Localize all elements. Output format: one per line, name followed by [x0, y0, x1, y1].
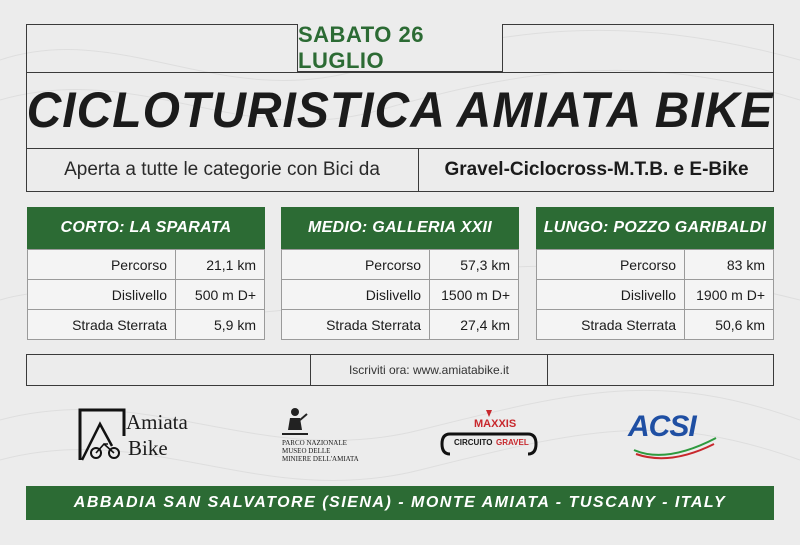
- amiata-bike-logo: [78, 406, 208, 464]
- row-value: 1500 m D+: [430, 280, 519, 310]
- table-row: [537, 280, 774, 310]
- table-row: [537, 310, 774, 340]
- route-title: MEDIO: GALLERIA XXII: [281, 207, 519, 249]
- row-value: 500 m D+: [176, 280, 265, 310]
- row-label: Percorso: [282, 250, 430, 280]
- row-label: Strada Sterrata: [282, 310, 430, 340]
- event-date: SABATO 26 LUGLIO: [297, 24, 503, 72]
- footer-location: ABBADIA SAN SALVATORE (SIENA) - MONTE AMIATA - TUSCANY - ITALY: [26, 486, 774, 520]
- logo-text: CIRCUITO: [454, 438, 493, 447]
- logo-text: MAXXIS: [474, 418, 517, 430]
- table-row: [282, 250, 519, 280]
- logo-text: MINIERE DELL'AMIATA: [282, 455, 359, 463]
- miner-icon: [280, 406, 310, 436]
- route-table: [536, 249, 774, 340]
- logo-text: PARCO NAZIONALE: [282, 439, 347, 447]
- row-value: 5,9 km: [176, 310, 265, 340]
- route-title: CORTO: LA SPARATA: [27, 207, 265, 249]
- route-table: [27, 249, 265, 340]
- row-value: 83 km: [685, 250, 774, 280]
- table-row: [28, 280, 265, 310]
- row-label: Dislivello: [282, 280, 430, 310]
- row-value: 57,3 km: [430, 250, 519, 280]
- row-value: 27,4 km: [430, 310, 519, 340]
- row-label: Percorso: [28, 250, 176, 280]
- route-title: LUNGO: POZZO GARIBALDI: [536, 207, 774, 249]
- logo-text: GRAVEL: [496, 438, 529, 447]
- event-subtitle: Aperta a tutte le categorie con Bici da: [64, 159, 380, 180]
- table-row: [28, 310, 265, 340]
- table-row: [282, 280, 519, 310]
- row-value: 1900 m D+: [685, 280, 774, 310]
- table-row: [537, 250, 774, 280]
- row-value: 21,1 km: [176, 250, 265, 280]
- signup-bar: [26, 354, 774, 386]
- acsi-logo: [626, 410, 722, 462]
- table-row: [282, 310, 519, 340]
- parco-nazionale-logo: [278, 406, 358, 466]
- mountain-bike-icon: [78, 406, 128, 462]
- table-row: [28, 250, 265, 280]
- row-value: 50,6 km: [685, 310, 774, 340]
- signup-link[interactable]: Iscriviti ora: www.amiatabike.it: [310, 355, 548, 385]
- row-label: Percorso: [537, 250, 685, 280]
- logo-text: Amiata: [126, 410, 188, 434]
- maxxis-circuito-gravel-logo: [436, 408, 542, 462]
- handlebar-icon: [436, 408, 542, 462]
- route-table: [281, 249, 519, 340]
- bike-categories: Gravel-Ciclocross-M.T.B. e E-Bike: [418, 148, 774, 192]
- row-label: Strada Sterrata: [537, 310, 685, 340]
- row-label: Strada Sterrata: [28, 310, 176, 340]
- route-card-medio: [281, 207, 519, 340]
- route-card-lungo: [536, 207, 774, 340]
- row-label: Dislivello: [28, 280, 176, 310]
- route-card-corto: [27, 207, 265, 340]
- logo-text: ACSI: [628, 410, 696, 443]
- event-title: CICLOTURISTICA AMIATA BIKE: [26, 82, 774, 138]
- row-label: Dislivello: [537, 280, 685, 310]
- logo-text: Bike: [128, 436, 168, 460]
- logo-text: MUSEO DELLE: [282, 447, 331, 455]
